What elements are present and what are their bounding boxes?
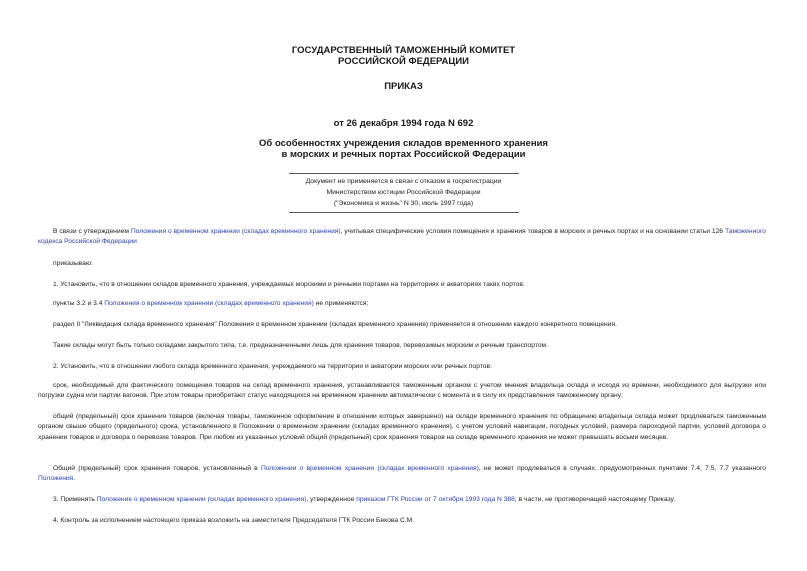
status-note-line-3: ("Экономика и жизнь" N 30, июль 1997 года)	[333, 200, 474, 207]
paragraph-points-not-applied: пункты 3.2 и 3.4 Положения о временном хранении (складах временного хранения) не применяются;	[53, 300, 369, 307]
link-customs-code[interactable]: Таможенного кодекса Российской Федерации	[38, 228, 766, 246]
document-date-number: от 26 декабря 1994 года N 692	[333, 118, 474, 129]
status-note	[0, 176, 807, 209]
authority-line-2: РОССИЙСКОЙ ФЕДЕРАЦИИ	[337, 56, 469, 67]
paragraph-item-4: 4. Контроль за исполнением настоящего приказа возложить на заместителя Председателя ГТК России Бекова С.М.	[53, 517, 415, 524]
link-gtk-order-388[interactable]: приказом ГТК России от 7 октября 1993 года N 388	[356, 496, 515, 503]
paragraph-storage-term: общий (предельный) срок хранения товаров (включая товары, таможенное оформление в отношении которых завершено) на складе временного хранения по обращению владельца склада может продлеваться таможенным органом свыше общего (предельного) срока, установленного в Положении о временном хранении (складах временного хранения), с учетом условий навигации, погодных условий, размера пароходной партии, условий договора о хранении товаров и договора о перевозке товаров. При любом из указанных условий общий (предельный) срок хранения товаров на складе временного хранения не может превышать восьми месяцев.	[38, 413, 766, 441]
paragraph-item-2: 2. Установить, что в отношении любого склада временного хранения, учреждаемого на территории и акватории морских или речных портов:	[53, 363, 492, 370]
paragraph-term-limit: Общий (предельный) срок хранения товаров, установленный в Положении о временном хранении (складах временного хранения), не может продлеваться в случаях, предусмотренных пунктами 7.4, 7.5, 7.7 указанного Положения.	[38, 465, 766, 483]
divider-bottom	[289, 212, 519, 213]
authority-line-1: ГОСУДАРСТВЕННЫЙ ТАМОЖЕННЫЙ КОМИТЕТ	[291, 45, 516, 56]
paragraph-section-2: раздел II "Ликвидация склада временного хранения" Положения о временном хранении (складах временного хранения) применяется в отношении каждого конкретного помещения.	[53, 321, 617, 328]
status-note-line-2: Министерством юстиции Российской Федерации	[326, 189, 481, 196]
issuing-authority	[0, 45, 807, 67]
document-type: ПРИКАЗ	[384, 81, 423, 92]
title-line-2: в морских и речных портах Российской Федерации	[281, 149, 526, 160]
status-note-line-1: Документ не применяется в связи с отказом в госрегистрации	[305, 178, 502, 185]
paragraph-preamble: В связи с утверждением Положения о временном хранении (складах временного хранения), учитывая специфические условия помещения и хранения товаров в морских и речных портах и на основании статьи 126 Таможенного кодекса Российской Федерации	[38, 228, 766, 246]
title-line-1: Об особенностях учреждения складов временного хранения	[259, 138, 548, 149]
divider-top	[289, 173, 519, 174]
paragraph-closed-type: Такие склады могут быть только складами закрытого типа, т.е. предназначенными лишь для хранения товаров, перевозимых морским и речным транспортом.	[53, 342, 549, 349]
link-storage-regulation-4[interactable]: Положение о временном хранении (складах временного хранения)	[96, 496, 307, 503]
link-storage-regulation-2[interactable]: Положения о временном хранении (складах временного хранения)	[104, 300, 314, 307]
paragraph-order-word: приказываю:	[53, 260, 93, 267]
document-title	[0, 138, 807, 160]
paragraph-item-1: 1. Установить, что в отношении складов временного хранения, учреждаемых морскими и речными портами на территориях и акваториях таких портов:	[53, 281, 525, 288]
link-storage-regulation-3[interactable]: Положении о временном хранении (складах временного хранения)	[260, 465, 479, 472]
paragraph-placement-term: срок, необходимый для фактического помещения товаров на склад временного хранения, устанавливается таможенным органом с учетом мнения владельца склада и исходя из времени, необходимого для выгрузки или погрузки судна или партии вагонов. При этом товары приобретают статус находящихся на временном хранении автоматически с момента и в силу их представления таможенному органу;	[38, 382, 766, 400]
link-regulation[interactable]: Положения	[38, 475, 74, 483]
link-storage-regulation[interactable]: Положения о временном хранении (складах временного хранения)	[130, 228, 341, 235]
paragraph-item-3: 3. Применять Положение о временном хранении (складах временного хранения), утвержденное приказом ГТК России от 7 октября 1993 года N 388, в части, не противоречащей настоящему Приказу.	[53, 496, 676, 503]
